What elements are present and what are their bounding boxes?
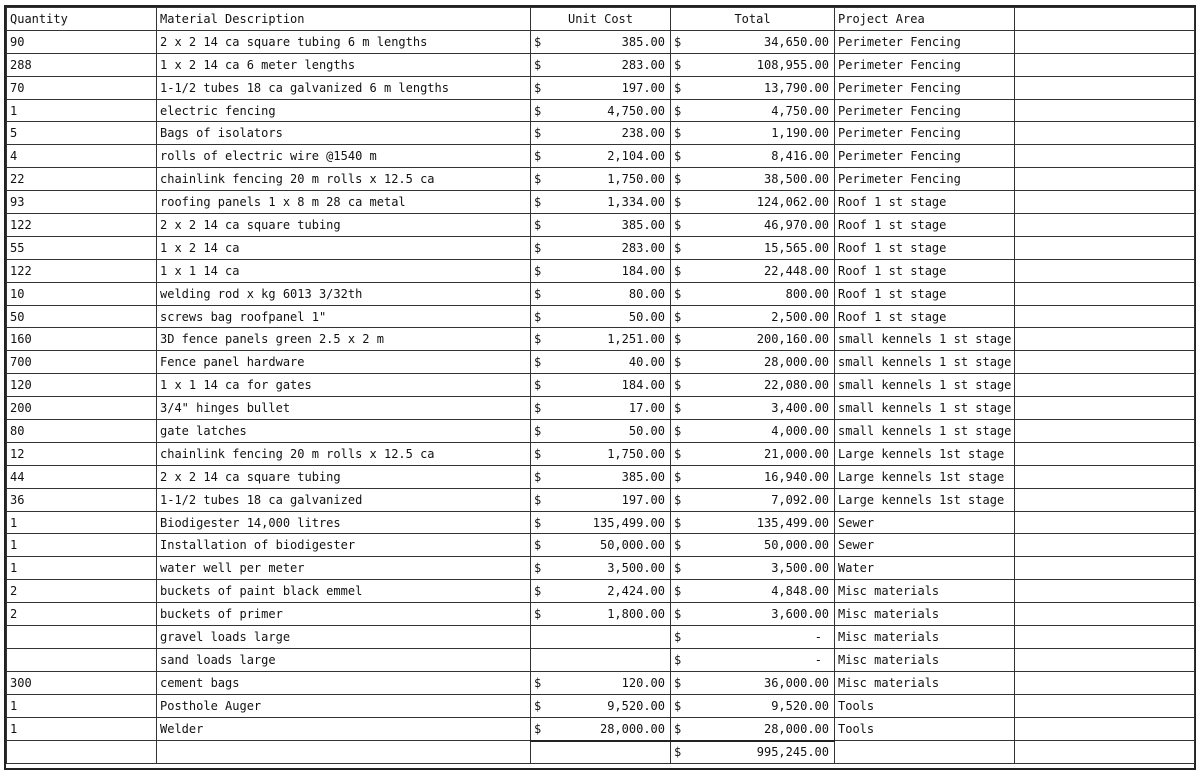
header-project-area[interactable]: Project Area [835,8,1015,31]
blank-cell[interactable] [1015,488,1195,511]
table-row [7,168,1195,191]
description-cell[interactable]: sand loads large [157,648,531,671]
table-row [7,397,1195,420]
blank-cell[interactable] [1015,557,1195,580]
description-cell[interactable]: electric fencing [157,99,531,122]
table-row [7,465,1195,488]
table-row [7,603,1195,626]
table-row [7,511,1195,534]
description-cell[interactable]: rolls of electric wire @1540 m [157,145,531,168]
unit-cost-cell[interactable]: 283.00 [545,236,671,259]
quantity-cell[interactable]: 1 [7,717,157,740]
table-row [7,214,1195,237]
table-body [7,30,1195,764]
unit-cost-cell[interactable]: 1,750.00 [545,168,671,191]
unit-currency-cell[interactable] [531,741,545,764]
header-unit-cost[interactable]: Unit Cost [531,8,671,31]
total-cell[interactable]: - [685,648,835,671]
quantity-cell[interactable]: 160 [7,328,157,351]
total-currency-cell[interactable]: $ [671,465,685,488]
project-area-cell[interactable]: small kennels 1 st stage [835,374,1015,397]
total-currency-cell[interactable]: $ [671,534,685,557]
unit-currency-cell[interactable] [531,648,545,671]
grand-total-currency-cell[interactable]: $ [671,741,685,764]
unit-currency-cell[interactable]: $ [531,145,545,168]
quantity-cell[interactable]: 12 [7,442,157,465]
total-currency-cell[interactable]: $ [671,305,685,328]
description-cell[interactable]: 3/4" hinges bullet [157,397,531,420]
unit-cost-cell[interactable]: 50.00 [545,420,671,443]
description-cell[interactable]: buckets of primer [157,603,531,626]
description-cell[interactable] [157,741,531,764]
unit-currency-cell[interactable]: $ [531,534,545,557]
blank-cell[interactable] [1015,191,1195,214]
blank-cell[interactable] [1015,145,1195,168]
total-cell[interactable]: 108,955.00 [685,53,835,76]
blank-cell[interactable] [1015,351,1195,374]
spreadsheet [4,5,1196,770]
description-cell[interactable]: 1-1/2 tubes 18 ca galvanized [157,488,531,511]
total-currency-cell[interactable]: $ [671,145,685,168]
quantity-cell[interactable] [7,626,157,649]
blank-cell[interactable] [1015,603,1195,626]
total-currency-cell[interactable]: $ [671,717,685,740]
unit-cost-cell[interactable]: 120.00 [545,671,671,694]
quantity-cell[interactable] [7,648,157,671]
description-cell[interactable]: welding rod x kg 6013 3/32th [157,282,531,305]
total-cell[interactable]: 3,600.00 [685,603,835,626]
quantity-cell[interactable]: 2 [7,580,157,603]
total-cell[interactable]: - [685,626,835,649]
unit-currency-cell[interactable]: $ [531,717,545,740]
description-cell[interactable]: Bags of isolators [157,122,531,145]
unit-currency-cell[interactable]: $ [531,442,545,465]
unit-cost-cell[interactable]: 1,251.00 [545,328,671,351]
blank-cell[interactable] [1015,420,1195,443]
total-cell[interactable]: 3,400.00 [685,397,835,420]
project-area-cell[interactable]: Roof 1 st stage [835,282,1015,305]
total-cell[interactable]: 4,000.00 [685,420,835,443]
description-cell[interactable]: 1-1/2 tubes 18 ca galvanized 6 m lengths [157,76,531,99]
project-area-cell[interactable]: Perimeter Fencing [835,76,1015,99]
total-currency-cell[interactable]: $ [671,122,685,145]
quantity-cell[interactable]: 1 [7,694,157,717]
table-row [7,53,1195,76]
project-area-cell[interactable]: Misc materials [835,648,1015,671]
project-area-cell[interactable]: Sewer [835,534,1015,557]
unit-currency-cell[interactable]: $ [531,30,545,53]
unit-cost-cell[interactable]: 80.00 [545,282,671,305]
project-area-cell[interactable]: Roof 1 st stage [835,259,1015,282]
unit-currency-cell[interactable]: $ [531,214,545,237]
header-blank[interactable] [1015,8,1195,31]
blank-cell[interactable] [1015,534,1195,557]
table-row [7,305,1195,328]
unit-currency-cell[interactable]: $ [531,53,545,76]
description-cell[interactable]: Installation of biodigester [157,534,531,557]
unit-cost-cell[interactable]: 385.00 [545,214,671,237]
total-cell[interactable]: 46,970.00 [685,214,835,237]
description-cell[interactable]: Fence panel hardware [157,351,531,374]
project-area-cell[interactable]: Water [835,557,1015,580]
table-row [7,580,1195,603]
total-currency-cell[interactable]: $ [671,168,685,191]
total-cell[interactable]: 9,520.00 [685,694,835,717]
table-row [7,99,1195,122]
unit-currency-cell[interactable] [531,626,545,649]
unit-cost-cell[interactable] [545,626,671,649]
blank-cell[interactable] [1015,580,1195,603]
total-cell[interactable]: 13,790.00 [685,76,835,99]
unit-cost-cell[interactable] [545,741,671,764]
description-cell[interactable]: 2 x 2 14 ca square tubing [157,465,531,488]
blank-cell[interactable] [1015,626,1195,649]
total-currency-cell[interactable]: $ [671,671,685,694]
table-row [7,694,1195,717]
project-area-cell[interactable]: Perimeter Fencing [835,30,1015,53]
total-currency-cell[interactable]: $ [671,282,685,305]
quantity-cell[interactable]: 300 [7,671,157,694]
project-area-cell[interactable] [835,741,1015,764]
description-cell[interactable]: 2 x 2 14 ca square tubing 6 m lengths [157,30,531,53]
total-cell[interactable]: 50,000.00 [685,534,835,557]
quantity-cell[interactable]: 700 [7,351,157,374]
quantity-cell[interactable]: 90 [7,30,157,53]
project-area-cell[interactable]: Tools [835,694,1015,717]
unit-currency-cell[interactable]: $ [531,694,545,717]
unit-cost-cell[interactable]: 1,334.00 [545,191,671,214]
unit-cost-cell[interactable]: 238.00 [545,122,671,145]
project-area-cell[interactable]: Roof 1 st stage [835,236,1015,259]
header-description[interactable]: Material Description [157,8,531,31]
blank-cell[interactable] [1015,305,1195,328]
total-cell[interactable]: 38,500.00 [685,168,835,191]
total-currency-cell[interactable]: $ [671,191,685,214]
table-row [7,236,1195,259]
unit-currency-cell[interactable]: $ [531,557,545,580]
unit-cost-cell[interactable]: 2,424.00 [545,580,671,603]
unit-currency-cell[interactable]: $ [531,236,545,259]
total-currency-cell[interactable]: $ [671,580,685,603]
blank-cell[interactable] [1015,671,1195,694]
unit-currency-cell[interactable]: $ [531,76,545,99]
unit-cost-cell[interactable] [545,648,671,671]
quantity-cell[interactable]: 122 [7,214,157,237]
table-row [7,30,1195,53]
blank-cell[interactable] [1015,465,1195,488]
unit-cost-cell[interactable]: 184.00 [545,259,671,282]
table-row [7,328,1195,351]
unit-cost-cell[interactable]: 4,750.00 [545,99,671,122]
total-cell[interactable]: 8,416.00 [685,145,835,168]
quantity-cell[interactable]: 4 [7,145,157,168]
grand-total-row [7,741,1195,764]
quantity-cell[interactable]: 2 [7,603,157,626]
description-cell[interactable]: buckets of paint black emmel [157,580,531,603]
materials-table [6,7,1195,764]
project-area-cell[interactable]: Roof 1 st stage [835,214,1015,237]
unit-cost-cell[interactable]: 3,500.00 [545,557,671,580]
quantity-cell[interactable]: 288 [7,53,157,76]
table-row [7,420,1195,443]
total-currency-cell[interactable]: $ [671,648,685,671]
blank-cell[interactable] [1015,122,1195,145]
blank-cell[interactable] [1015,282,1195,305]
blank-cell[interactable] [1015,374,1195,397]
unit-currency-cell[interactable]: $ [531,99,545,122]
description-cell[interactable]: Welder [157,717,531,740]
blank-cell[interactable] [1015,53,1195,76]
blank-cell[interactable] [1015,442,1195,465]
description-cell[interactable]: gate latches [157,420,531,443]
unit-currency-cell[interactable]: $ [531,397,545,420]
description-cell[interactable]: screws bag roofpanel 1" [157,305,531,328]
unit-currency-cell[interactable]: $ [531,259,545,282]
total-cell[interactable]: 135,499.00 [685,511,835,534]
total-currency-cell[interactable]: $ [671,374,685,397]
blank-cell[interactable] [1015,214,1195,237]
quantity-cell[interactable]: 5 [7,122,157,145]
quantity-cell[interactable]: 80 [7,420,157,443]
quantity-cell[interactable]: 50 [7,305,157,328]
blank-cell[interactable] [1015,236,1195,259]
blank-cell[interactable] [1015,99,1195,122]
project-area-cell[interactable]: Roof 1 st stage [835,305,1015,328]
blank-cell[interactable] [1015,259,1195,282]
total-cell[interactable]: 15,565.00 [685,236,835,259]
unit-currency-cell[interactable]: $ [531,671,545,694]
project-area-cell[interactable]: Misc materials [835,671,1015,694]
project-area-cell[interactable]: Perimeter Fencing [835,122,1015,145]
table-row [7,534,1195,557]
table-row [7,648,1195,671]
quantity-cell[interactable]: 10 [7,282,157,305]
table-row [7,351,1195,374]
blank-cell[interactable] [1015,328,1195,351]
table-row [7,191,1195,214]
blank-cell[interactable] [1015,648,1195,671]
project-area-cell[interactable]: Perimeter Fencing [835,168,1015,191]
project-area-cell[interactable]: Perimeter Fencing [835,145,1015,168]
quantity-cell[interactable]: 44 [7,465,157,488]
table-row [7,122,1195,145]
blank-cell[interactable] [1015,397,1195,420]
quantity-cell[interactable]: 93 [7,191,157,214]
grand-total-cell[interactable]: 995,245.00 [685,741,835,764]
unit-currency-cell[interactable]: $ [531,465,545,488]
total-currency-cell[interactable]: $ [671,214,685,237]
project-area-cell[interactable]: Perimeter Fencing [835,53,1015,76]
table-row [7,626,1195,649]
table-row [7,145,1195,168]
unit-currency-cell[interactable]: $ [531,580,545,603]
unit-cost-cell[interactable]: 385.00 [545,465,671,488]
quantity-cell[interactable]: 1 [7,511,157,534]
project-area-cell[interactable]: Misc materials [835,603,1015,626]
total-currency-cell[interactable]: $ [671,351,685,374]
unit-cost-cell[interactable]: 1,750.00 [545,442,671,465]
total-currency-cell[interactable]: $ [671,259,685,282]
table-row [7,717,1195,740]
table-row [7,671,1195,694]
description-cell[interactable]: chainlink fencing 20 m rolls x 12.5 ca [157,168,531,191]
description-cell[interactable]: Biodigester 14,000 litres [157,511,531,534]
total-currency-cell[interactable]: $ [671,53,685,76]
unit-cost-cell[interactable]: 197.00 [545,488,671,511]
table-row [7,282,1195,305]
unit-currency-cell[interactable]: $ [531,511,545,534]
total-cell[interactable]: 28,000.00 [685,351,835,374]
total-currency-cell[interactable]: $ [671,694,685,717]
quantity-cell[interactable]: 122 [7,259,157,282]
project-area-cell[interactable]: small kennels 1 st stage [835,420,1015,443]
quantity-cell[interactable]: 55 [7,236,157,259]
unit-cost-cell[interactable]: 385.00 [545,30,671,53]
table-row [7,76,1195,99]
total-currency-cell[interactable]: $ [671,442,685,465]
total-cell[interactable]: 3,500.00 [685,557,835,580]
unit-cost-cell[interactable]: 17.00 [545,397,671,420]
total-cell[interactable]: 28,000.00 [685,717,835,740]
total-cell[interactable]: 4,848.00 [685,580,835,603]
unit-cost-cell[interactable]: 50.00 [545,305,671,328]
total-currency-cell[interactable]: $ [671,557,685,580]
unit-currency-cell[interactable]: $ [531,305,545,328]
unit-currency-cell[interactable]: $ [531,328,545,351]
total-currency-cell[interactable]: $ [671,397,685,420]
blank-cell[interactable] [1015,30,1195,53]
description-cell[interactable]: 1 x 2 14 ca 6 meter lengths [157,53,531,76]
total-currency-cell[interactable]: $ [671,603,685,626]
quantity-cell[interactable]: 70 [7,76,157,99]
blank-cell[interactable] [1015,717,1195,740]
description-cell[interactable]: water well per meter [157,557,531,580]
total-currency-cell[interactable]: $ [671,236,685,259]
unit-cost-cell[interactable]: 135,499.00 [545,511,671,534]
header-row [7,8,1195,31]
blank-cell[interactable] [1015,741,1195,764]
description-cell[interactable]: 1 x 1 14 ca for gates [157,374,531,397]
unit-currency-cell[interactable]: $ [531,282,545,305]
project-area-cell[interactable]: small kennels 1 st stage [835,351,1015,374]
unit-currency-cell[interactable]: $ [531,374,545,397]
quantity-cell[interactable]: 22 [7,168,157,191]
project-area-cell[interactable]: Misc materials [835,626,1015,649]
project-area-cell[interactable]: Large kennels 1st stage [835,465,1015,488]
unit-cost-cell[interactable]: 283.00 [545,53,671,76]
total-cell[interactable]: 4,750.00 [685,99,835,122]
quantity-cell[interactable]: 1 [7,99,157,122]
total-currency-cell[interactable]: $ [671,76,685,99]
description-cell[interactable]: 1 x 1 14 ca [157,259,531,282]
project-area-cell[interactable]: Perimeter Fencing [835,99,1015,122]
project-area-cell[interactable]: Tools [835,717,1015,740]
total-cell[interactable]: 200,160.00 [685,328,835,351]
unit-currency-cell[interactable]: $ [531,168,545,191]
quantity-cell[interactable]: 120 [7,374,157,397]
unit-cost-cell[interactable]: 197.00 [545,76,671,99]
total-currency-cell[interactable]: $ [671,511,685,534]
project-area-cell[interactable]: Large kennels 1st stage [835,442,1015,465]
quantity-cell[interactable]: 200 [7,397,157,420]
project-area-cell[interactable]: Misc materials [835,580,1015,603]
project-area-cell[interactable]: Sewer [835,511,1015,534]
table-row [7,557,1195,580]
blank-cell[interactable] [1015,168,1195,191]
total-cell[interactable]: 22,448.00 [685,259,835,282]
total-currency-cell[interactable]: $ [671,99,685,122]
unit-cost-cell[interactable]: 184.00 [545,374,671,397]
quantity-cell[interactable]: 1 [7,557,157,580]
total-cell[interactable]: 36,000.00 [685,671,835,694]
total-currency-cell[interactable]: $ [671,488,685,511]
unit-currency-cell[interactable]: $ [531,122,545,145]
total-cell[interactable]: 1,190.00 [685,122,835,145]
total-cell[interactable]: 34,650.00 [685,30,835,53]
project-area-cell[interactable]: small kennels 1 st stage [835,397,1015,420]
table-row [7,442,1195,465]
total-cell[interactable]: 124,062.00 [685,191,835,214]
total-cell[interactable]: 7,092.00 [685,488,835,511]
description-cell[interactable]: 1 x 2 14 ca [157,236,531,259]
description-cell[interactable]: cement bags [157,671,531,694]
blank-cell[interactable] [1015,76,1195,99]
unit-currency-cell[interactable]: $ [531,603,545,626]
project-area-cell[interactable]: Roof 1 st stage [835,191,1015,214]
unit-cost-cell[interactable]: 1,800.00 [545,603,671,626]
unit-cost-cell[interactable]: 9,520.00 [545,694,671,717]
quantity-cell[interactable]: 1 [7,534,157,557]
total-cell[interactable]: 800.00 [685,282,835,305]
unit-cost-cell[interactable]: 50,000.00 [545,534,671,557]
total-cell[interactable]: 2,500.00 [685,305,835,328]
header-quantity[interactable]: Quantity [7,8,157,31]
blank-cell[interactable] [1015,694,1195,717]
total-cell[interactable]: 16,940.00 [685,465,835,488]
total-currency-cell[interactable]: $ [671,30,685,53]
description-cell[interactable]: chainlink fencing 20 m rolls x 12.5 ca [157,442,531,465]
table-row [7,488,1195,511]
total-currency-cell[interactable]: $ [671,626,685,649]
description-cell[interactable]: 2 x 2 14 ca square tubing [157,214,531,237]
description-cell[interactable]: roofing panels 1 x 8 m 28 ca metal [157,191,531,214]
unit-currency-cell[interactable]: $ [531,351,545,374]
total-cell[interactable]: 21,000.00 [685,442,835,465]
unit-currency-cell[interactable]: $ [531,488,545,511]
description-cell[interactable]: gravel loads large [157,626,531,649]
unit-cost-cell[interactable]: 28,000.00 [545,717,671,740]
table-row [7,259,1195,282]
quantity-cell[interactable] [7,741,157,764]
total-currency-cell[interactable]: $ [671,420,685,443]
unit-currency-cell[interactable]: $ [531,191,545,214]
description-cell[interactable]: Posthole Auger [157,694,531,717]
description-cell[interactable]: 3D fence panels green 2.5 x 2 m [157,328,531,351]
quantity-cell[interactable]: 36 [7,488,157,511]
header-total[interactable]: Total [671,8,835,31]
total-currency-cell[interactable]: $ [671,328,685,351]
unit-cost-cell[interactable]: 40.00 [545,351,671,374]
project-area-cell[interactable]: small kennels 1 st stage [835,328,1015,351]
unit-cost-cell[interactable]: 2,104.00 [545,145,671,168]
table-row [7,374,1195,397]
blank-cell[interactable] [1015,511,1195,534]
project-area-cell[interactable]: Large kennels 1st stage [835,488,1015,511]
unit-currency-cell[interactable]: $ [531,420,545,443]
total-cell[interactable]: 22,080.00 [685,374,835,397]
